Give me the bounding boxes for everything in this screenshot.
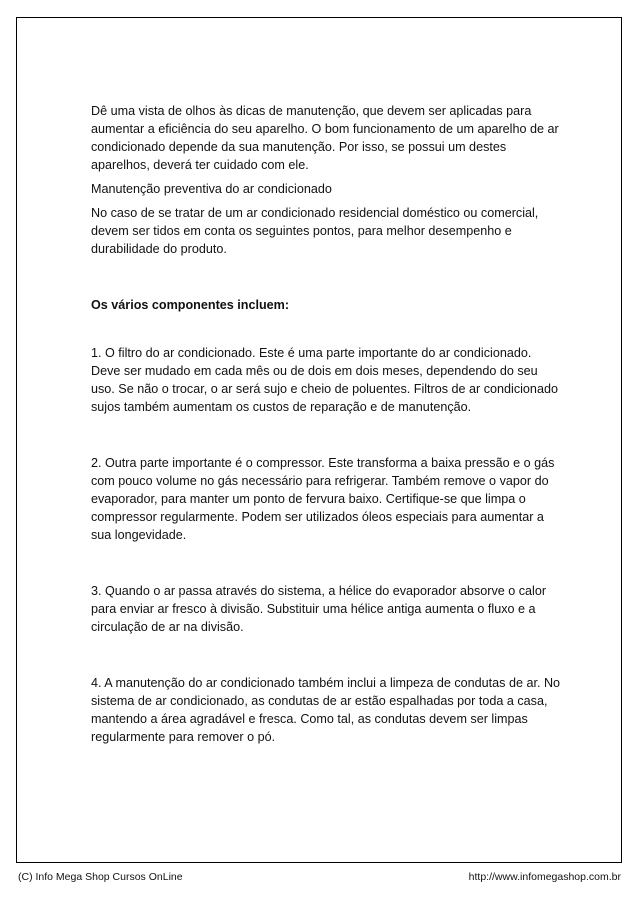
footer-url[interactable]: http://www.infomegashop.com.br [468, 871, 621, 883]
list-item-compressor: 2. Outra parte importante é o compressor. Este transforma a baixa pressão e o gás com pouco volume no gás necessário para refrigerar. Também remove o vapor do evaporador, para manter um ponto de fervura baixo. Certifique-se que limpa o compressor regularmente. Podem ser utilizados óleos especiais para aumentar a sua longevidade. [91, 456, 555, 542]
document-body [91, 102, 561, 784]
section-subtitle: Manutenção preventiva do ar condicionado [91, 182, 332, 196]
list-item-filter: 1. O filtro do ar condicionado. Este é uma parte importante do ar condicionado. Deve ser mudado em cada mês ou de dois em dois meses, dependendo do seu uso. Se não o trocar, o ar será sujo e cheio de poluentes. Filtros de ar condicionado sujos também aumentam os custos de reparação e de manutenção. [91, 346, 558, 414]
components-heading: Os vários componentes incluem: [91, 298, 290, 312]
intro-paragraph: Dê uma vista de olhos às dicas de manutenção, que devem ser aplicadas para aumentar a eficiência do seu aparelho. O bom funcionamento de um aparelho de ar condicionado depende da sua manutenção. Por isso, se possui um destes aparelhos, deverá ter cuidado com ele. [91, 104, 559, 172]
list-item-evaporator: 3. Quando o ar passa através do sistema, a hélice do evaporador absorve o calor para enviar ar fresco à divisão. Substituir uma hélice antiga aumenta o fluxo e a circulação de ar na divisão. [91, 584, 547, 634]
list-item-ducts: 4. A manutenção do ar condicionado também inclui a limpeza de condutas de ar. No sistema de ar condicionado, as condutas de ar estão espalhadas por toda a casa, mantendo a área agradável e fresca. Como tal, as condutas devem ser limpas regularmente para remover o pó. [91, 676, 561, 744]
context-paragraph: No caso de se tratar de um ar condicionado residencial doméstico ou comercial, devem ser tidos em conta os seguintes pontos, para melhor desempenho e durabilidade do produto. [91, 206, 539, 256]
footer-copyright: (C) Info Mega Shop Cursos OnLine [18, 871, 183, 883]
